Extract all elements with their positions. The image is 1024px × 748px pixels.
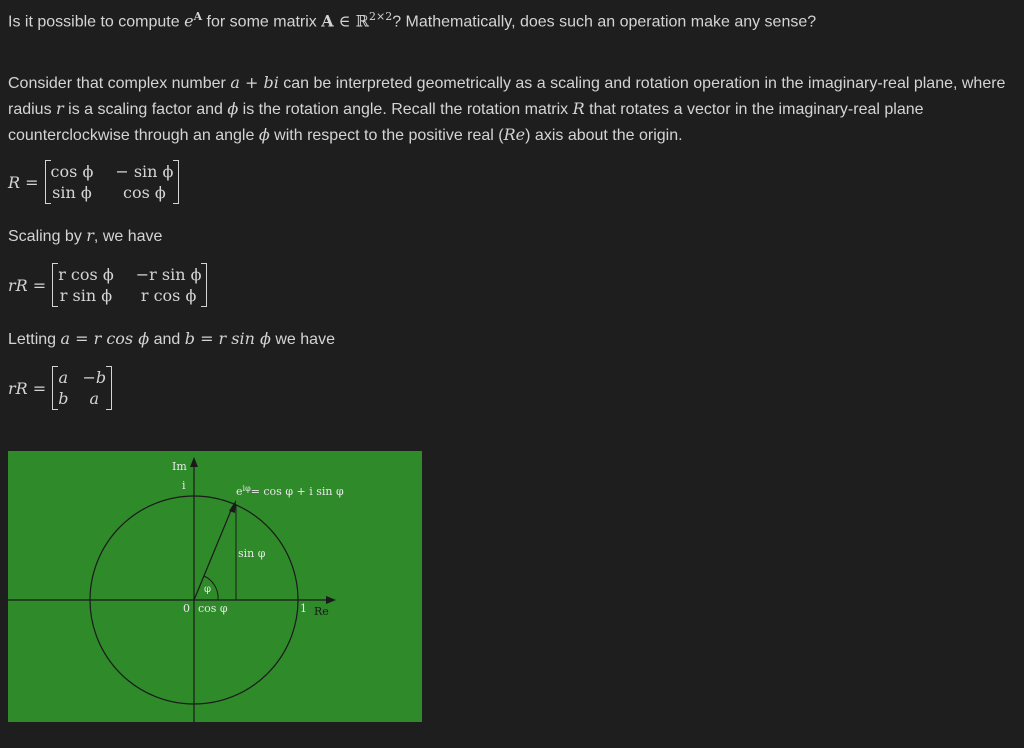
- para-t1: Consider that complex number: [8, 75, 231, 92]
- para-m2: r: [56, 99, 64, 118]
- para-t3: is a scaling factor and: [63, 101, 228, 118]
- question-part3: ? Mathematically, does such an operation make any sense?: [392, 13, 817, 31]
- eq2-c12: −r sin ϕ: [135, 265, 202, 284]
- letting-text: [8, 329, 335, 349]
- eq1-c12: − sin ϕ: [115, 162, 174, 181]
- math-matrix-a: A: [321, 11, 334, 31]
- eq1-lhs: R =: [8, 172, 39, 192]
- math-reals: ℝ: [355, 11, 369, 31]
- para-m3: ϕ: [227, 99, 239, 118]
- scaling-t1: Scaling by: [8, 228, 87, 245]
- math-sup-dim: 2×2: [368, 10, 393, 23]
- letting-m1: a = r cos ϕ: [60, 329, 150, 348]
- para-m6: Re: [503, 125, 526, 144]
- scaling-text: [8, 226, 162, 246]
- label-re: Re: [314, 605, 329, 618]
- rotation-matrix-equation: [8, 160, 179, 204]
- eq2-c21: r sin ϕ: [59, 286, 113, 305]
- label-euler-rest: = cos φ + i sin φ: [250, 485, 344, 498]
- para-t4: is the rotation angle. Recall the rotation matrix: [238, 101, 573, 118]
- question-part1: Is it possible to compute: [8, 13, 185, 31]
- unit-circle-svg: [8, 451, 422, 722]
- label-euler-sup: iφ: [242, 484, 251, 493]
- eq3-c11: a: [58, 368, 69, 387]
- label-euler: [236, 484, 344, 498]
- para-t6: with respect to the positive real (: [269, 127, 504, 144]
- rotation-matrix: [45, 160, 180, 204]
- eq2-lhs: rR =: [8, 275, 47, 295]
- math-sup-a: A: [193, 10, 203, 23]
- letting-t3: we have: [270, 331, 335, 348]
- scaled-matrix: [52, 263, 207, 307]
- para-m1: a + bi: [230, 73, 279, 92]
- label-i: i: [182, 479, 186, 492]
- eq3-c12: −b: [82, 368, 107, 387]
- question-text: [8, 10, 816, 31]
- eq3-c22: a: [89, 389, 100, 408]
- ab-matrix-equation: [8, 366, 112, 410]
- eq3-lhs: rR =: [8, 378, 47, 398]
- math-e: e: [184, 11, 194, 31]
- scaling-m1: r: [86, 226, 94, 245]
- label-phi: φ: [204, 584, 212, 595]
- scaled-matrix-equation: [8, 263, 207, 307]
- eq2-c22: r cos ϕ: [140, 286, 197, 305]
- label-one: 1: [300, 602, 307, 615]
- para-m5: ϕ: [258, 125, 270, 144]
- math-in: ∈: [333, 11, 356, 31]
- eq3-c21: b: [58, 389, 69, 408]
- scaling-t2: , we have: [93, 228, 163, 245]
- letting-t2: and: [149, 331, 185, 348]
- label-zero: 0: [183, 602, 190, 615]
- para-t7: ) axis about the origin.: [525, 127, 683, 144]
- letting-t1: Letting: [8, 331, 61, 348]
- label-im: Im: [172, 460, 187, 473]
- intro-paragraph: [8, 70, 1018, 148]
- para-t2: can be interpreted geometrically as a scaling and rotation operation in the imaginary-real plane, where radius: [8, 75, 1006, 118]
- eq1-c11: cos ϕ: [50, 162, 94, 181]
- letting-m2: b = r sin ϕ: [184, 329, 271, 348]
- unit-circle-figure: [8, 451, 422, 722]
- imag-axis-arrow: [190, 457, 198, 467]
- eq2-c11: r cos ϕ: [58, 265, 114, 284]
- real-axis-arrow: [326, 596, 336, 604]
- euler-vector: [194, 508, 232, 600]
- ab-matrix: [52, 366, 112, 410]
- label-euler-base: e: [236, 485, 243, 498]
- eq1-c21: sin ϕ: [52, 183, 92, 202]
- question-part2: for some matrix: [202, 13, 322, 31]
- eq1-c22: cos ϕ: [123, 183, 166, 202]
- para-m4: R: [572, 99, 585, 118]
- label-cos: cos φ: [198, 602, 228, 615]
- label-sin: sin φ: [238, 547, 266, 560]
- para-t5: that rotates a vector in the imaginary-real plane counterclockwise through an angle: [8, 101, 924, 144]
